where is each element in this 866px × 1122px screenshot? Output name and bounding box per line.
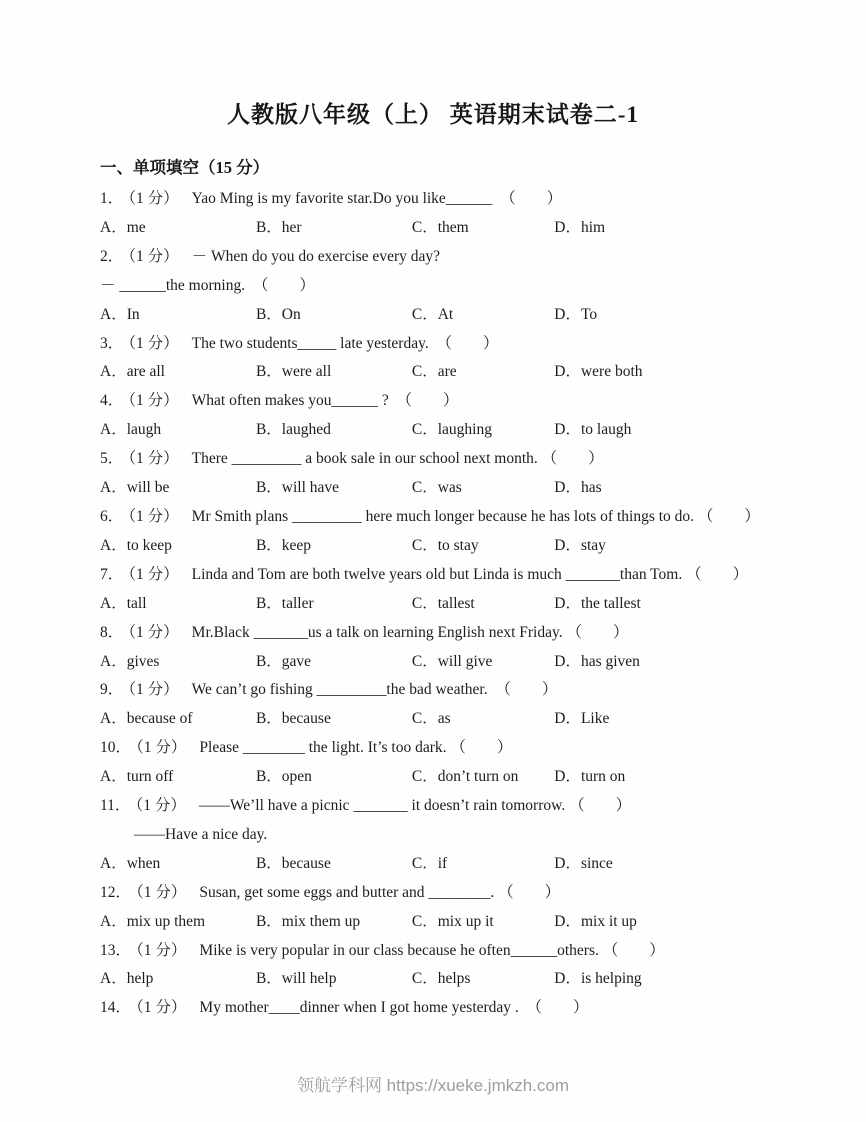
option-text: don’t turn on	[437, 768, 519, 786]
options-row	[100, 214, 778, 243]
option-label: D．	[554, 218, 581, 236]
option-label: D．	[554, 479, 581, 497]
option-label: B．	[255, 218, 282, 236]
option-text: me	[126, 218, 146, 236]
option-text: tallest	[437, 594, 475, 612]
question-stem-text: What often makes you______ ? （ ）	[191, 392, 459, 410]
question-points: （1 分）	[136, 739, 187, 757]
option-text: mix up it	[437, 912, 494, 930]
option-item	[256, 301, 412, 330]
option-item	[412, 301, 554, 330]
option-text: keep	[281, 536, 312, 554]
option-label: D．	[554, 594, 581, 612]
option-item	[256, 965, 412, 994]
option-item	[554, 705, 778, 734]
option-item	[412, 532, 554, 561]
options-row	[100, 965, 778, 994]
option-label: D．	[554, 652, 581, 670]
option-item	[256, 214, 412, 243]
option-label: B．	[255, 652, 282, 670]
option-label: A．	[100, 305, 127, 323]
question-stem-text: Mr.Black _______us a talk on learning English next Friday. （ ）	[191, 623, 629, 641]
option-label: A．	[100, 768, 127, 786]
question-item	[100, 445, 778, 503]
option-text: them	[437, 218, 469, 236]
question-number: 4．	[100, 392, 124, 410]
option-label: A．	[100, 218, 127, 236]
option-item	[256, 705, 412, 734]
question-number: 14．	[100, 999, 132, 1017]
option-item	[256, 590, 412, 619]
question-points: （1 分）	[128, 190, 179, 207]
question-stem-line	[100, 619, 778, 648]
question-stem-text: ——We’ll have a picnic _______ it doesn’t rain tomorrow. （ ）	[198, 797, 632, 815]
option-label: C．	[411, 970, 438, 988]
question-item	[100, 734, 778, 792]
options-row	[100, 301, 778, 330]
option-label: C．	[411, 768, 438, 786]
option-label: A．	[100, 970, 127, 988]
question-item	[100, 937, 778, 995]
question-stem-line	[100, 676, 778, 705]
option-text: help	[126, 970, 154, 988]
questions-list	[100, 185, 778, 1023]
option-item	[554, 908, 778, 937]
question-stem-line	[100, 185, 778, 214]
option-item	[256, 648, 412, 677]
option-label: C．	[411, 421, 438, 439]
option-text: has	[580, 479, 602, 497]
section-heading: 一、单项填空（15 分）	[100, 158, 270, 177]
option-text: was	[437, 479, 462, 497]
options-row	[100, 705, 778, 734]
option-text: since	[580, 854, 613, 872]
option-text: On	[281, 305, 301, 323]
question-points: （1 分）	[128, 247, 179, 265]
option-label: C．	[411, 710, 438, 728]
options-row	[100, 532, 778, 561]
question-points: （1 分）	[136, 941, 187, 959]
option-label: C．	[411, 218, 438, 236]
option-label: B．	[255, 479, 282, 497]
question-stem-text: Yao Ming is my favorite star.Do you like______ （ ）	[191, 190, 563, 207]
question-stem-text: There _________ a book sale in our school next month. （ ）	[191, 450, 604, 468]
question-stem-text: － When do you do exercise every day?	[191, 247, 440, 265]
question-stem-text: The two students_____ late yesterday. （ ）	[191, 334, 499, 352]
option-item	[100, 705, 256, 734]
option-text: laughed	[281, 421, 331, 439]
option-label: A．	[100, 912, 127, 930]
option-item	[554, 474, 778, 503]
question-stem-line: ——Have a nice day.	[134, 825, 268, 843]
option-text: if	[437, 854, 448, 872]
question-number: 5．	[100, 450, 124, 468]
question-points: （1 分）	[128, 623, 179, 641]
question-stem-line	[100, 445, 778, 474]
option-label: A．	[100, 536, 127, 554]
option-text: In	[126, 305, 140, 323]
question-item	[100, 387, 778, 445]
option-text: her	[281, 218, 302, 236]
option-item	[256, 850, 412, 879]
question-number: 6．	[100, 507, 124, 525]
option-item	[554, 301, 778, 330]
options-row	[100, 850, 778, 879]
question-points: （1 分）	[135, 797, 186, 815]
option-label: B．	[255, 536, 282, 554]
question-number: 2．	[100, 247, 124, 265]
option-item	[100, 590, 256, 619]
option-item	[554, 648, 778, 677]
question-number: 9．	[100, 681, 124, 699]
option-item	[256, 908, 412, 937]
question-item	[100, 330, 778, 388]
option-item	[554, 965, 778, 994]
option-item	[412, 416, 554, 445]
option-item	[100, 214, 256, 243]
option-label: B．	[255, 421, 282, 439]
option-label: D．	[554, 912, 581, 930]
option-text: him	[580, 218, 606, 236]
option-item	[412, 358, 554, 387]
question-stem-line	[100, 503, 778, 532]
question-points: （1 分）	[128, 565, 179, 583]
question-stem-text: Linda and Tom are both twelve years old but Linda is much _______than Tom. （ ）	[191, 565, 749, 583]
question-number: 1．	[100, 190, 124, 207]
option-text: to laugh	[580, 421, 632, 439]
option-item	[412, 850, 554, 879]
option-item	[256, 474, 412, 503]
option-item	[100, 965, 256, 994]
option-text: were all	[281, 363, 332, 381]
option-label: A．	[100, 363, 127, 381]
option-text: laugh	[126, 421, 162, 439]
option-item	[554, 416, 778, 445]
option-label: D．	[554, 363, 581, 381]
question-number: 7．	[100, 565, 124, 583]
question-item	[100, 676, 778, 734]
options-row	[100, 763, 778, 792]
question-stem-line	[100, 792, 778, 821]
option-label: A．	[100, 710, 127, 728]
question-points: （1 分）	[128, 507, 179, 525]
option-text: were both	[580, 363, 643, 381]
option-item	[412, 474, 554, 503]
option-label: B．	[255, 970, 282, 988]
question-stem-line	[100, 243, 778, 272]
option-text: as	[437, 710, 451, 728]
options-row	[100, 648, 778, 677]
option-item	[100, 850, 256, 879]
option-text: the tallest	[580, 594, 641, 612]
option-label: A．	[100, 421, 127, 439]
option-text: will have	[281, 479, 340, 497]
option-label: C．	[411, 479, 438, 497]
option-text: will help	[281, 970, 337, 988]
option-text: when	[126, 854, 161, 872]
question-number: 13．	[100, 941, 132, 959]
option-label: B．	[255, 305, 282, 323]
question-stem-line	[100, 994, 778, 1023]
option-item	[100, 532, 256, 561]
option-text: will be	[126, 479, 170, 497]
question-stem-text: Susan, get some eggs and butter and ________. （ ）	[199, 883, 561, 901]
question-stem-text: Mr Smith plans _________ here much longer because he has lots of things to do. （ ）	[191, 507, 760, 525]
option-text: will give	[437, 652, 493, 670]
question-item	[100, 185, 778, 243]
option-item	[554, 590, 778, 619]
option-item	[100, 648, 256, 677]
option-label: D．	[554, 536, 581, 554]
option-label: A．	[100, 479, 127, 497]
question-stem-line	[100, 561, 778, 590]
option-item	[554, 358, 778, 387]
question-stem-text: We can’t go fishing _________the bad weather. （ ）	[191, 681, 558, 699]
option-item	[256, 763, 412, 792]
question-item	[100, 879, 778, 937]
options-row	[100, 416, 778, 445]
option-label: A．	[100, 854, 127, 872]
question-stem-line	[100, 387, 778, 416]
option-label: B．	[255, 363, 282, 381]
question-points: （1 分）	[136, 999, 187, 1017]
option-item	[100, 416, 256, 445]
option-label: D．	[554, 768, 581, 786]
option-label: B．	[255, 594, 282, 612]
option-item	[554, 763, 778, 792]
option-label: A．	[100, 594, 127, 612]
question-stem-line	[100, 330, 778, 359]
question-stem-text: Mike is very popular in our class because he often______others. （ ）	[199, 941, 665, 959]
option-text: laughing	[437, 421, 492, 439]
option-label: C．	[411, 854, 438, 872]
option-item	[100, 763, 256, 792]
question-item	[100, 619, 778, 677]
option-text: turn on	[580, 768, 626, 786]
question-points: （1 分）	[128, 450, 179, 468]
option-label: B．	[255, 854, 282, 872]
question-stem-text: Please ________ the light. It’s too dark. （ ）	[199, 739, 513, 757]
question-item	[100, 994, 778, 1023]
option-text: has given	[580, 652, 640, 670]
option-item	[412, 648, 554, 677]
option-text: is helping	[580, 970, 642, 988]
question-item	[100, 561, 778, 619]
option-item	[554, 850, 778, 879]
question-points: （1 分）	[128, 681, 179, 699]
question-stem-line	[100, 734, 778, 763]
option-label: C．	[411, 363, 438, 381]
option-item	[256, 416, 412, 445]
options-row	[100, 590, 778, 619]
question-stem-line: － ______the morning. （ ）	[100, 276, 315, 294]
option-item	[412, 705, 554, 734]
options-row	[100, 474, 778, 503]
question-number: 8．	[100, 623, 124, 641]
option-text: gives	[126, 652, 160, 670]
question-item	[100, 503, 778, 561]
option-text: mix it up	[580, 912, 637, 930]
option-text: open	[281, 768, 312, 786]
question-item	[100, 792, 778, 879]
option-text: taller	[281, 594, 314, 612]
question-points: （1 分）	[136, 883, 187, 901]
option-item	[100, 908, 256, 937]
option-text: At	[437, 305, 454, 323]
option-text: are all	[126, 363, 165, 381]
question-item	[100, 243, 778, 330]
option-text: because	[281, 854, 331, 872]
option-label: C．	[411, 652, 438, 670]
option-label: C．	[411, 594, 438, 612]
option-label: C．	[411, 536, 438, 554]
option-text: because	[281, 710, 331, 728]
option-text: to keep	[126, 536, 172, 554]
option-item	[100, 301, 256, 330]
option-text: To	[580, 305, 598, 323]
question-number: 3．	[100, 334, 124, 352]
option-item	[554, 532, 778, 561]
option-text: are	[437, 363, 457, 381]
option-label: D．	[554, 421, 581, 439]
question-number: 11．	[100, 797, 131, 815]
option-item	[256, 532, 412, 561]
question-stem-line	[100, 937, 778, 966]
option-item	[100, 358, 256, 387]
option-item	[100, 474, 256, 503]
options-row	[100, 908, 778, 937]
question-stem-text: My mother____dinner when I got home yesterday . （ ）	[199, 999, 589, 1017]
page-title: 人教版八年级（上） 英语期末试卷二-1	[227, 102, 639, 127]
option-text: because of	[126, 710, 193, 728]
options-row	[100, 358, 778, 387]
option-label: B．	[255, 710, 282, 728]
option-label: D．	[554, 970, 581, 988]
option-label: B．	[255, 768, 282, 786]
option-text: to stay	[437, 536, 479, 554]
option-item	[412, 908, 554, 937]
option-item	[256, 358, 412, 387]
option-label: D．	[554, 854, 581, 872]
question-points: （1 分）	[128, 334, 179, 352]
option-item	[554, 214, 778, 243]
option-label: A．	[100, 652, 127, 670]
option-text: tall	[126, 594, 147, 612]
footer-credit: 领航学科网 https://xueke.jmkzh.com	[296, 1076, 570, 1095]
option-text: gave	[281, 652, 312, 670]
option-text: Like	[580, 710, 610, 728]
option-label: C．	[411, 912, 438, 930]
option-label: D．	[554, 305, 581, 323]
option-item	[412, 965, 554, 994]
option-label: B．	[255, 912, 282, 930]
option-label: C．	[411, 305, 438, 323]
option-item	[412, 763, 554, 792]
option-text: mix up them	[126, 912, 206, 930]
option-text: turn off	[126, 768, 174, 786]
question-stem-line	[100, 879, 778, 908]
question-number: 10．	[100, 739, 132, 757]
option-text: stay	[580, 536, 606, 554]
option-item	[412, 590, 554, 619]
option-label: D．	[554, 710, 581, 728]
option-text: helps	[437, 970, 471, 988]
option-text: mix them up	[281, 912, 361, 930]
option-item	[412, 214, 554, 243]
question-points: （1 分）	[128, 392, 179, 410]
question-number: 12．	[100, 883, 132, 901]
